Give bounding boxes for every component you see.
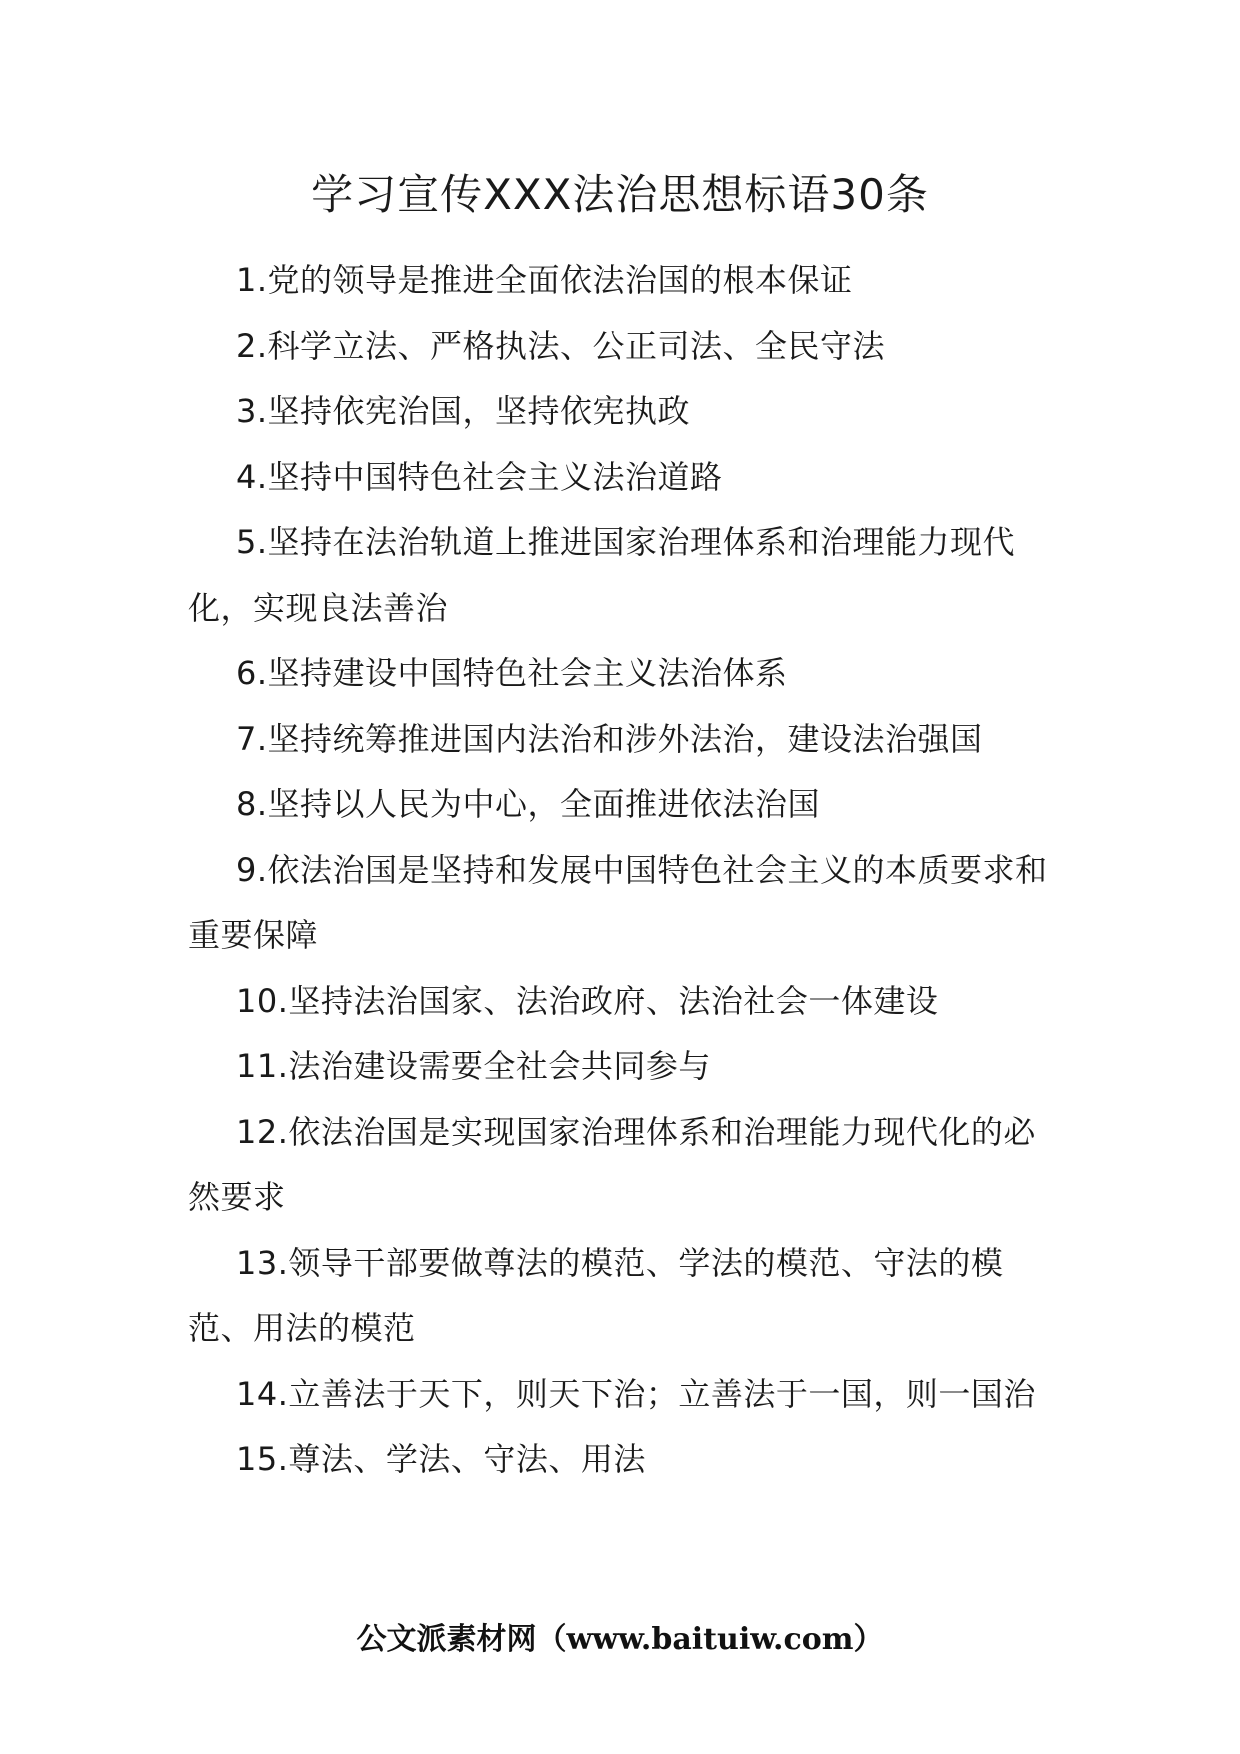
slogan-item: 10.坚持法治国家、法治政府、法治社会一体建设 bbox=[236, 981, 939, 1020]
slogan-item: 7.坚持统筹推进国内法治和涉外法治，建设法治强国 bbox=[236, 719, 983, 758]
slogan-item: 9.依法治国是坚持和发展中国特色社会主义的本质要求和重要保障 bbox=[188, 850, 1048, 954]
slogan-item: 12.依法治国是实现国家治理体系和治理能力现代化的必然要求 bbox=[188, 1112, 1036, 1216]
slogan-item: 8.坚持以人民为中心，全面推进依法治国 bbox=[236, 785, 821, 823]
slogan-item: 4.坚持中国特色社会主义法治道路 bbox=[236, 457, 723, 496]
footer-watermark: 公文派素材网（www.baituiw.com） bbox=[356, 1622, 884, 1657]
slogan-item: 1.党的领导是推进全面依法治国的根本保证 bbox=[236, 261, 853, 299]
slogan-item: 14.立善法于天下，则天下治；立善法于一国，则一国治 bbox=[236, 1374, 1036, 1413]
slogan-list bbox=[188, 248, 1058, 1493]
slogan-item: 13.领导干部要做尊法的模范、学法的模范、守法的模范、用法的模范 bbox=[188, 1243, 1004, 1347]
slogan-item: 3.坚持依宪治国，坚持依宪执政 bbox=[236, 392, 691, 430]
document-title: 学习宣传XXX法治思想标语30条 bbox=[311, 170, 929, 219]
slogan-item: 15.尊法、学法、守法、用法 bbox=[236, 1440, 646, 1478]
slogan-item: 2.科学立法、严格执法、公正司法、全民守法 bbox=[236, 326, 886, 365]
slogan-item: 11.法治建设需要全社会共同参与 bbox=[236, 1047, 711, 1085]
slogan-item: 6.坚持建设中国特色社会主义法治体系 bbox=[236, 654, 788, 692]
slogan-item: 5.坚持在法治轨道上推进国家治理体系和治理能力现代化，实现良法善治 bbox=[188, 523, 1016, 627]
